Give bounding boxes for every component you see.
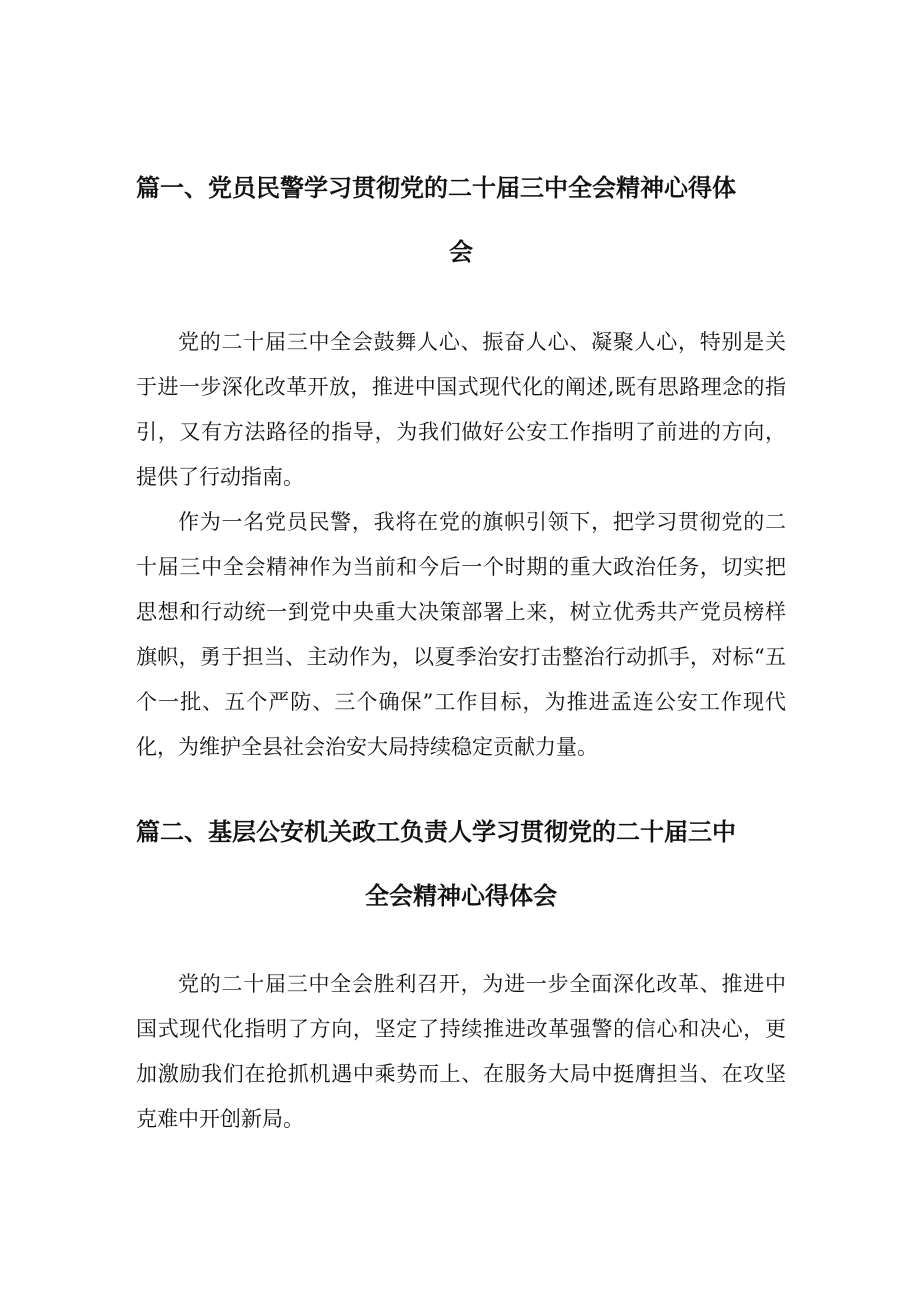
section-1-paragraph-2: 作为一名党员民警，我将在党的旗帜引领下，把学习贯彻党的二十届三中全会精神作为当前和今后一个时期的重大政治任务，切实把思想和行动统一到党中央重大决策部署上来，树立优秀共产党员榜样旗帜，勇于担当、主动作为，以夏季治安打击整治行动抓手，对标“五个一批、五个严防、三个确保”工作目标，为推进孟连公安工作现代化，为维护全县社会治安大局持续稳定贡献力量。 [136,510,786,759]
section-2-title-line-1: 篇二、基层公安机关政工负责人学习贯彻党的二十届三中 [136,818,736,846]
section-1-title-line-1: 篇一、党员民警学习贯彻党的二十届三中全会精神心得体 [136,174,736,202]
section-2-body [136,962,786,1142]
section-2-title-line-2: 全会精神心得体会 [365,882,557,910]
section-1-title-line-2: 会 [449,238,473,266]
section-1-body [136,320,786,770]
section-1-title [136,156,786,284]
section-2-title [136,800,786,928]
section-2-paragraph-1: 党的二十届三中全会胜利召开，为进一步全面深化改革、推进中国式现代化指明了方向，坚定了持续推进改革强警的信心和决心，更加激励我们在抢抓机遇中乘势而上、在服务大局中挺膺担当、在攻坚克难中开创新局。 [136,972,786,1131]
section-1-paragraph-1: 党的二十届三中全会鼓舞人心、振奋人心、凝聚人心，特别是关于进一步深化改革开放，推进中国式现代化的阐述,既有思路理念的指引，又有方法路径的指导，为我们做好公安工作指明了前进的方向，提供了行动指南。 [136,330,786,489]
